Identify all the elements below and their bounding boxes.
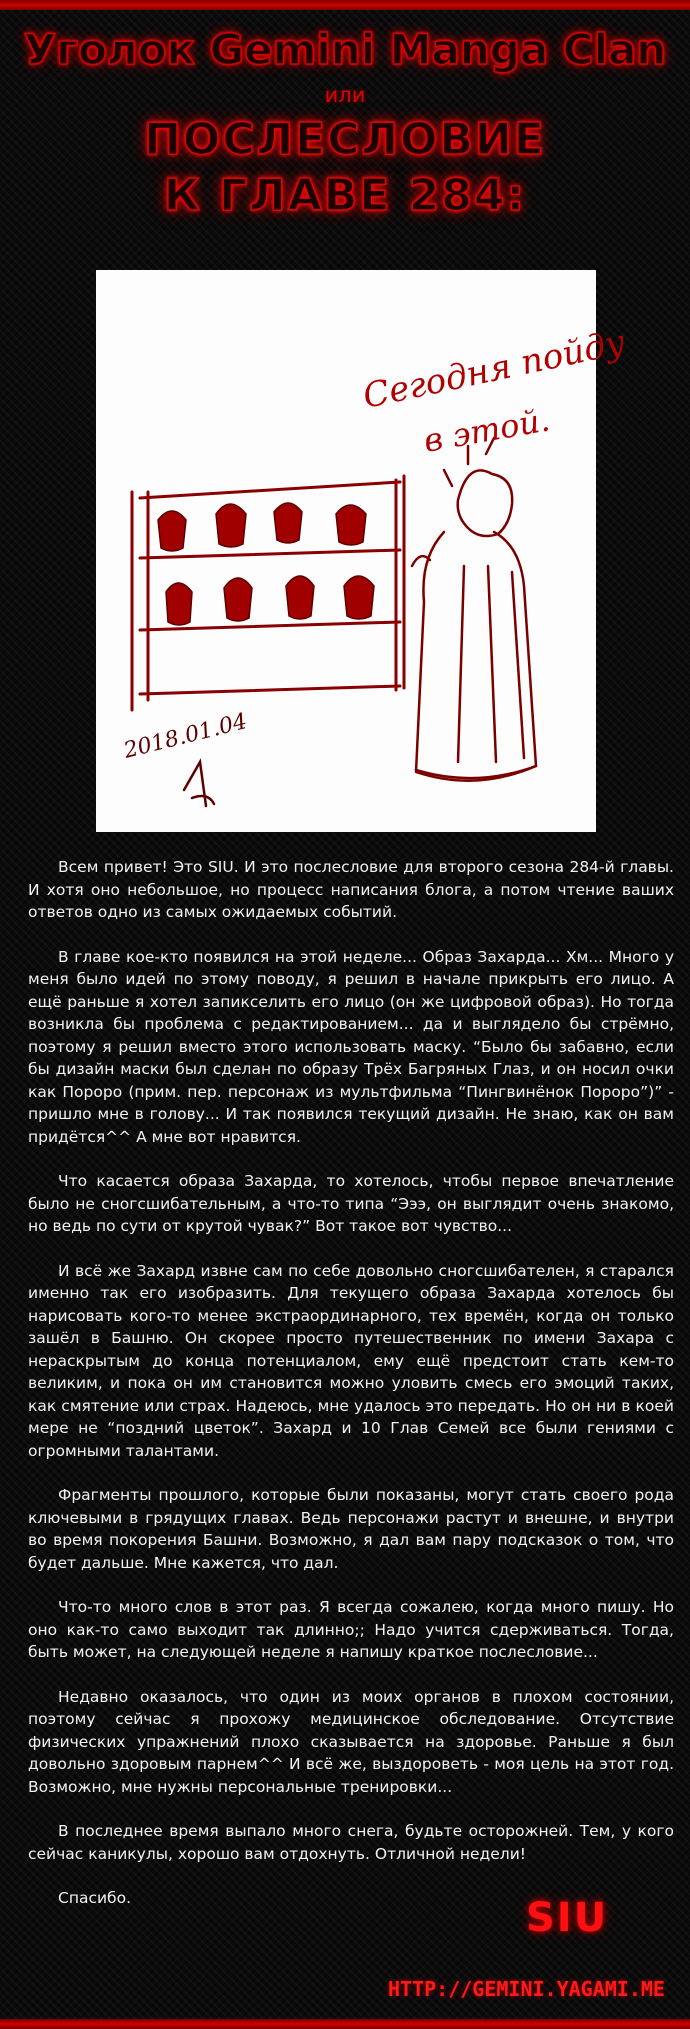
sketch-drawing (96, 270, 629, 832)
paragraph-8: В последнее время выпало много снега, будьте осторожней. Тем, у кого сейчас каникулы, хорошо вам отдохнуть. Отличной недели! (28, 1822, 674, 1863)
paragraph-4: И всё же Захард извне сам по себе довольно сногсшибателен, я старался именно так его изобразить. Для текущего образа Захарда хотелось бы нарисовать кого-то менее экстраординарного, тех времён, когда он только зашёл в Башню. Он скорее просто путешественник по имени Захара с нераскрытым до конца потенциалом, ему ещё предстоит стать кем-то великим, и пока он им становится можно уловить смесь его эмоций таких, как смятение или страх. Надеюсь, мне удалось это передать. Но он ни в коей мере не “поздний цветок”. Захард и 10 Глав Семей все были гениями с огромными талантами. (28, 1261, 674, 1460)
masks-on-shelves (158, 503, 374, 625)
site-link[interactable]: HTTP://GEMINI.YAGAMI.ME (388, 1977, 665, 2001)
afterword-title-line1: ПОСЛЕСЛОВИЕ (144, 114, 546, 165)
corner-title: Уголок Gemini Manga Clan (23, 25, 667, 74)
paragraph-3: Что касается образа Захарда, то хотелось, чтобы первое впечатление было не сногсшибательным, а что-то типа “Эээ, он выглядит очень знакомо, но ведь по сути от крутой чувак?” Вот такое вот чувство... (28, 1172, 674, 1235)
paragraph-7: Недавно оказалось, что один из моих органов в плохом состоянии, поэтому сейчас я прохожу медицинское обследование. Отсутствие физических упражнений плохо сказывается на здоровье. Раньше я был довольно здоровым парнем^^ И всё же, выздороветь - моя цель на этот год. Возможно, мне нужны персональные тренировки... (28, 1687, 674, 1796)
page-header (0, 20, 690, 224)
paragraph-9: Спасибо. (58, 1889, 132, 1907)
or-label: или (324, 83, 366, 107)
paragraph-1: Всем привет! Это SIU. И это послесловие для второго сезона 284-й главы. И хотя оно небольшое, но процесс написания блога, а потом чтение ваших ответов одно из самых ожидаемых событий. (28, 858, 674, 921)
sketch-illustration (96, 270, 629, 832)
artist-mark (184, 762, 214, 806)
paragraph-5: Фрагменты прошлого, которые были показаны, могут стать своего рода ключевыми в грядущих главах. Ведь персонажи растут и внешне, и внутри во время покорения Башни. Возможно, я дал вам пару подсказок о том, что будет дальше. Мне кажется, что дал. (28, 1486, 674, 1572)
afterword-text (28, 856, 674, 1932)
sketch-caption-line2: в этой. (420, 400, 553, 460)
paragraph-2: В главе кое-кто появился на этой неделе... Образ Захарда... Хм... Много у меня было идей по этому поводу, я решил в начале прикрыть его лицо. А ещё раньше я хотел запикселить его лицо (он же цифровой образ). Но тогда возникла бы проблема с редактированием... да и выглядело бы стрёмно, поэтому я решил вместо этого использовать маску. “Было бы забавно, если бы дизайн маски был сделан по образу Трёх Багряных Глаз, и он носил очки как Пороро (прим. пер. персонаж из мультфильма “Пингвинёнок Пороро”)” - пришло мне в голову... И так появился текущий дизайн. Не знаю, как он вам придётся^^ А мне вот нравится. (28, 947, 674, 1146)
sketch-date: 2018.01.04 (121, 709, 250, 764)
sketch-caption-line1: Сегодня пойду (359, 322, 629, 417)
top-red-border (0, 0, 690, 10)
author-signature: SIU (526, 1895, 609, 1941)
paragraph-6: Что-то много слов в этот раз. Я всегда сожалею, когда много пишу. Но оно как-то само выходит так длинно;; Надо учится сдерживаться. Тогда, быть может, на следующей неделе я напишу краткое послесловие... (28, 1598, 674, 1661)
figure-character (412, 438, 536, 781)
afterword-title-line2: К ГЛАВЕ 284: (163, 170, 527, 221)
bottom-red-border (0, 2019, 690, 2029)
